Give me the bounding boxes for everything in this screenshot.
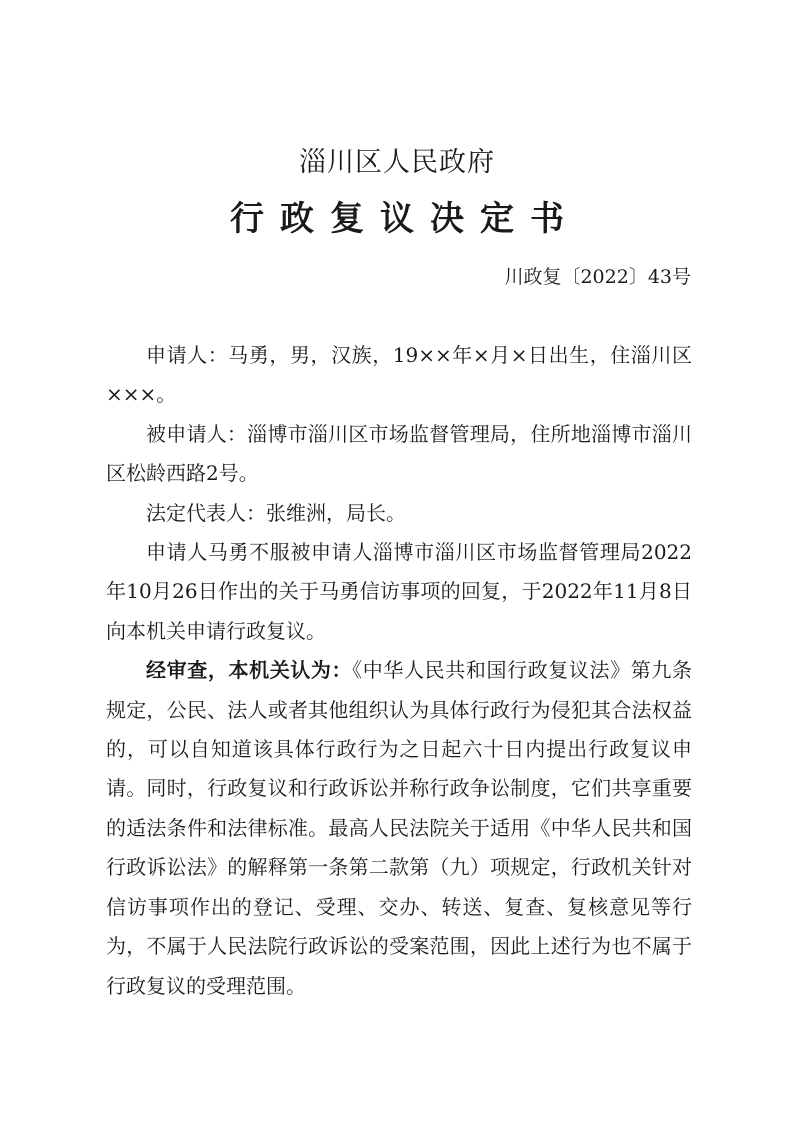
document-title: 行政复议决定书: [230, 199, 580, 239]
review-body-text: 《中华人民共和国行政复议法》第九条规定，公民、法人或者其他组织认为具体行政行为侵犯其合法权益的，可以自知道该具体行政行为之日起六十日内提出行政复议申请。同时，行政复议和行政诉讼并称行政争讼制度，它们共享重要的适法条件和法律标准。最高人民法院关于适用《中华人民共和国行政诉讼法》的解释第一条第二款第（九）项规定，行政机关针对信访事项作出的登记、受理、交办、转送、复查、复核意见等行为，不属于人民法院行政诉讼的受案范围，因此上述行为也不属于行政复议的受理范围。: [106, 658, 693, 998]
document-body: [106, 336, 692, 1006]
document-number: 川政复〔2022〕43号: [504, 266, 691, 288]
paragraph-review: [106, 651, 692, 1006]
paragraph-respondent: 被申请人：淄博市淄川区市场监督管理局，住所地淄博市淄川区松龄西路2号。: [106, 421, 692, 486]
paragraph-applicant: 申请人：马勇，男，汉族，19××年×月×日出生，住淄川区×××。: [106, 343, 692, 407]
review-lead-text: 经审查，本机关认为：: [146, 658, 353, 683]
paragraph-request: 申请人马勇不服被申请人淄博市淄川区市场监督管理局2022年10月26日作出的关于马勇信访事项的回复，于2022年11月8日向本机关申请行政复议。: [106, 540, 692, 643]
paragraph-legal-representative: 法定代表人：张维洲，局长。: [146, 500, 406, 525]
issuing-authority-title: 淄川区人民政府: [299, 147, 495, 178]
